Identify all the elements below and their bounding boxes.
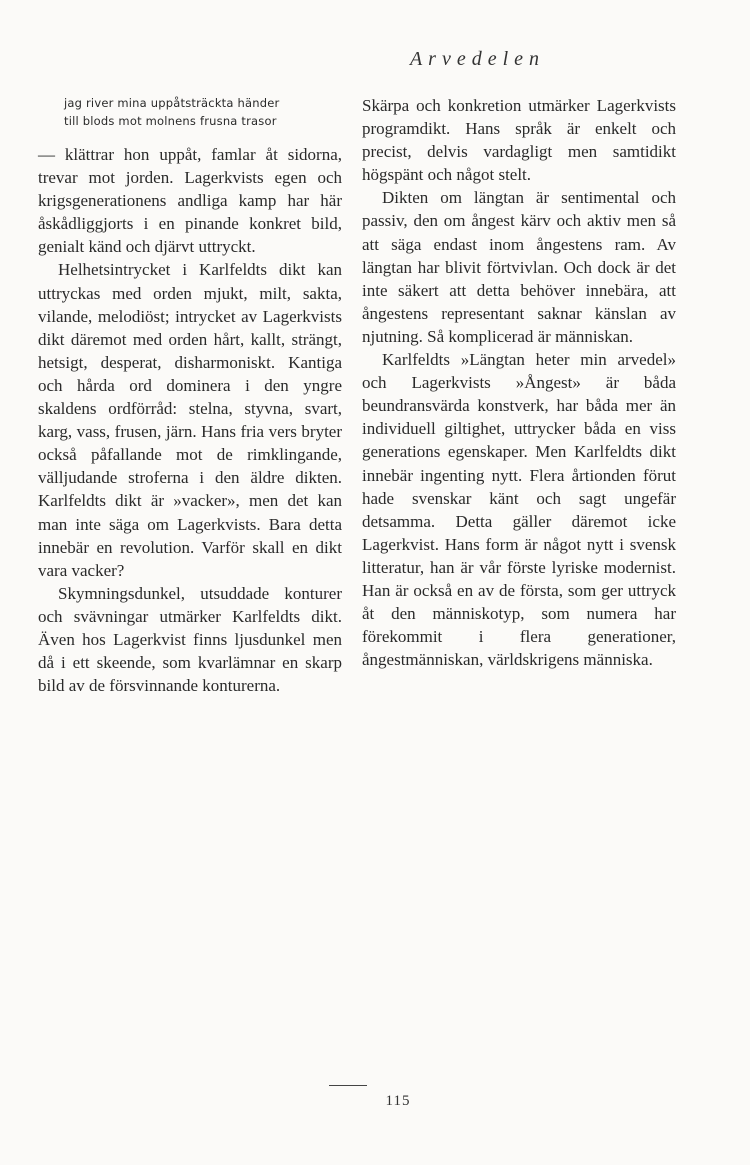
poem-quote: [38, 94, 342, 130]
poem-line: jag river mina uppåtsträckta händer: [64, 96, 280, 110]
running-head: Arvedelen: [409, 48, 546, 70]
page-number: 115: [385, 1093, 411, 1109]
paragraph: Skymningsdunkel, utsuddade konturer och svävningar utmärker Karlfeldts dikt. Även hos Lagerkvist finns ljusdunkel men då i ett skeende, som kvarlämnar en skarp bild av de försvinnande konturerna.: [38, 583, 342, 696]
paragraph: Dikten om längtan är sentimental och passiv, den om ångest kärv och aktiv men så att säga endast inom ångestens ram. Av längtan har blivit förtvivlan. Och dock är det inte säkert att detta behöver innebära, att ångestens representant saknar känslan av njutning. Så komplicerad är människan.: [362, 188, 676, 346]
paragraph: Helhetsintrycket i Karlfeldts dikt kan uttryckas med orden mjukt, milt, sakta, vilande, melodiöst; intrycket av Lagerkvists dikt däremot med orden hårt, kallt, strängt, hetsigt, desperat, disharmoniskt. Kantiga och hårda ord dominera i den yngre skaldens ordförråd: stelna, styvna, svart, karg, vass, frusen, järn. Hans fria vers bryter också påfallande mot de rimklingande, välljudande stroferna i den äldre dikten. Karlfeldts dikt är »vacker», men det kan man inte säga om Lagerkvists. Bara detta innebär en revolution. Varför skall en dikt vara vacker?: [38, 260, 342, 580]
paragraph: — klättrar hon uppåt, famlar åt sidorna, trevar mot jorden. Lagerkvists egen och krigsgenerationens andliga kamp har här åskådliggjorts i en pinande konkret bild, genialt känd och djärvt uttryckt.: [38, 145, 342, 257]
left-column: [38, 94, 342, 697]
paragraph: Skärpa och konkretion utmärker Lagerkvists programdikt. Hans språk är enkelt och precist, delvis vardagligt men samtidikt högspänt och något stelt.: [362, 96, 676, 185]
poem-line: till blods mot molnens frusna trasor: [64, 114, 277, 128]
folio-rule: [329, 1085, 367, 1086]
paragraph: Karlfeldts »Längtan heter min arvedel» och Lagerkvists »Ångest» är båda beundransvärda konstverk, har båda mer än individuell giltighet, uttrycker båda en viss generations egenskaper. Men Karlfeldts dikt innebär ingenting nytt. Flera årtionden förut hade svenskar känt och sagt ungefär detsamma. Detta gäller däremot icke Lagerkvist. Hans form är något nytt i svensk litteratur, han är vår förste lyriske modernist. Han är också en av de första, som ger uttryck åt den människotyp, som numera har förekommit i flera generationer, ångestmänniskan, världskrigens människa.: [362, 350, 676, 670]
right-column: [362, 94, 676, 671]
